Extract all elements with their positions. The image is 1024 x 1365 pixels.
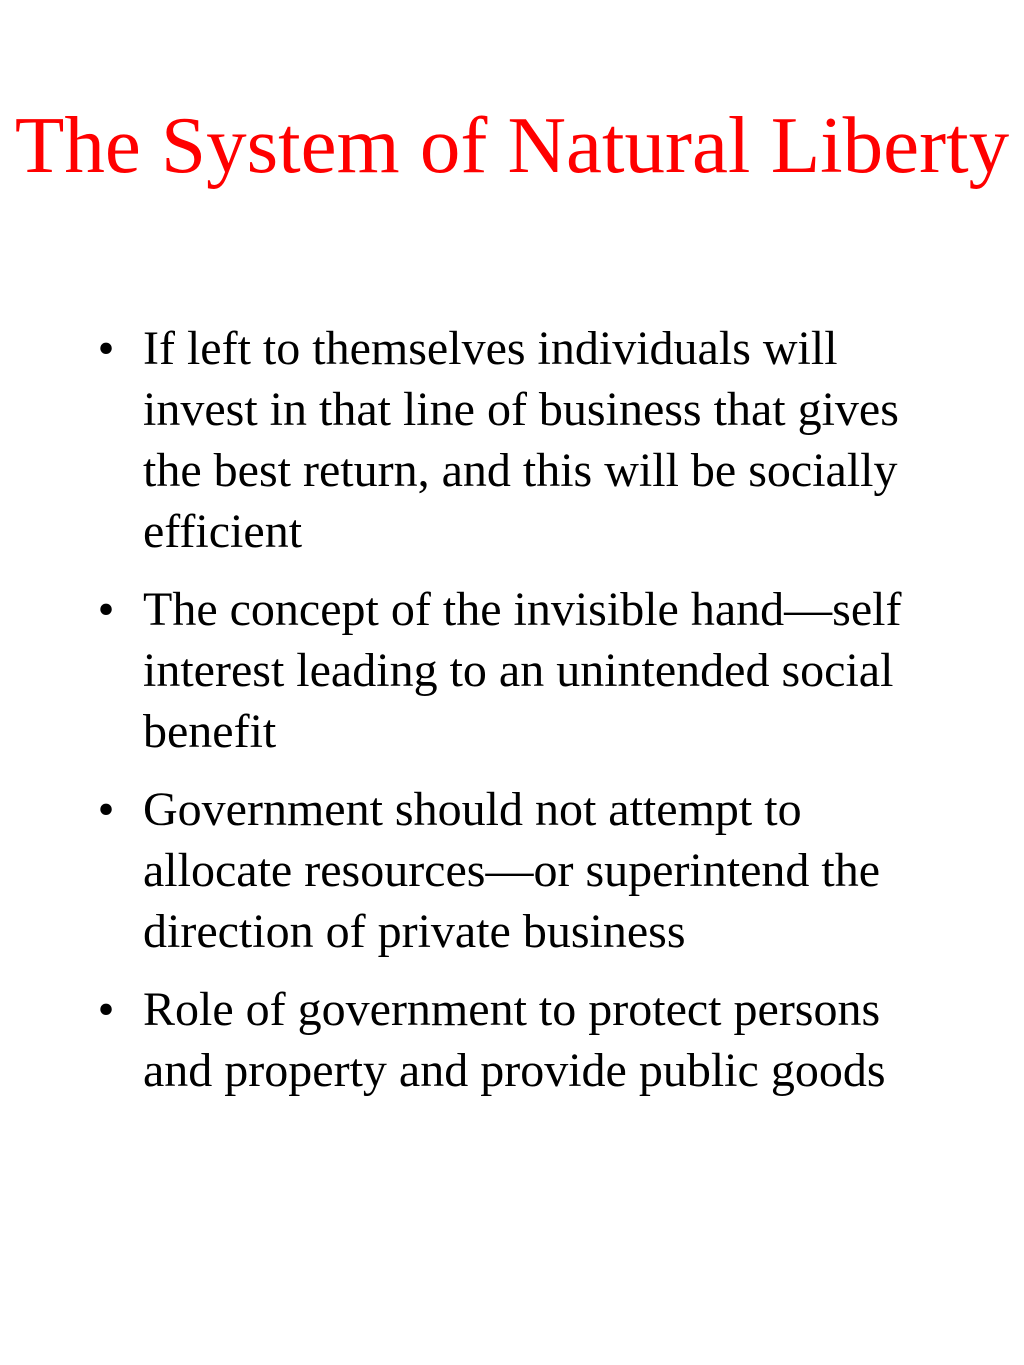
bullet-icon: •: [97, 583, 115, 636]
bullet-item: [86, 779, 946, 962]
bullet-text: The concept of the invisible hand—self interest leading to an unintended social benefit: [143, 583, 902, 758]
bullet-icon: •: [97, 322, 115, 375]
bullet-icon: •: [97, 983, 115, 1036]
bullet-item: [86, 579, 946, 762]
bullet-icon: •: [97, 783, 115, 836]
bullet-text: If left to themselves individuals will invest in that line of business that gives the best return, and this will be socially efficient: [143, 322, 899, 558]
bullet-item: [86, 979, 946, 1101]
bullet-text: Role of government to protect persons and property and provide public goods: [143, 983, 886, 1097]
slide-title: The System of Natural Liberty: [14, 100, 1010, 190]
bullet-list: [86, 318, 946, 1118]
bullet-text: Government should not attempt to allocate resources—or superintend the direction of private business: [143, 783, 881, 958]
bullet-item: [86, 318, 946, 562]
